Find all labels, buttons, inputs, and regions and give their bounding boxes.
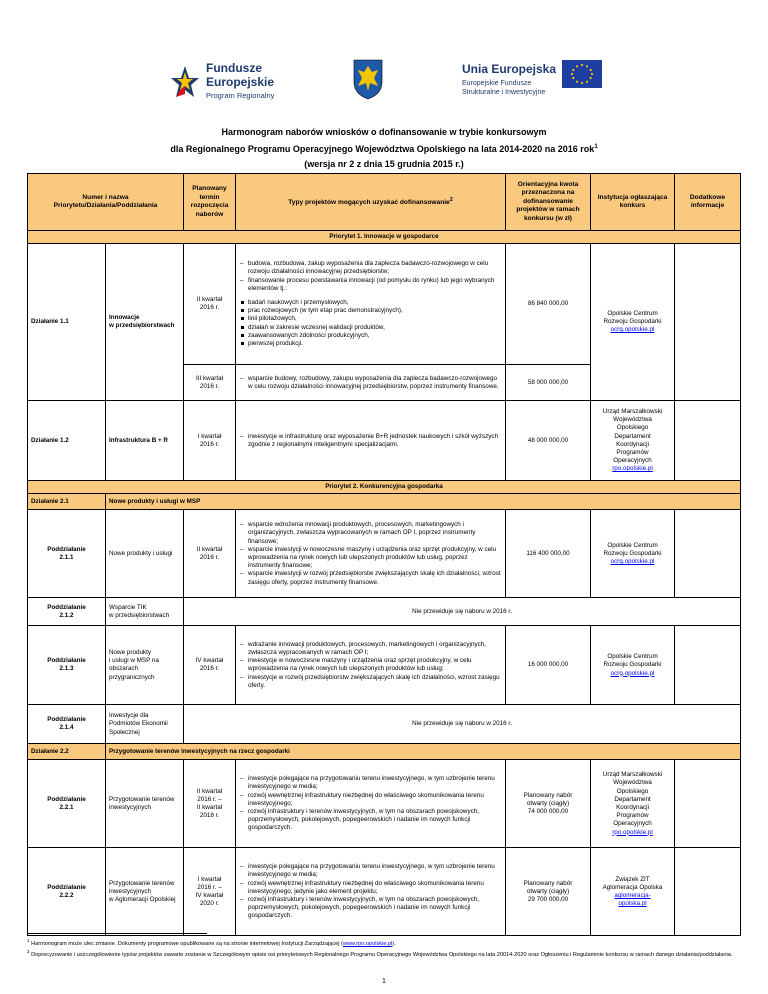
ue-line1: Unia Europejska: [462, 62, 557, 76]
pd221-institution: Urząd Marszałkowski Województwa Opolskiego Departament Koordynacji Programów Operacyjnych rpo.opolskie.pl: [591, 760, 675, 848]
pd213-institution: Opolskie Centrum Rozwoju Gospodarki ocrg.opolskie.pl: [591, 626, 675, 705]
d22-number: Działanie 2.2: [28, 744, 106, 760]
footnote-1: $^1$ Harmonogram może ulec zmianie. Dokumenty programowe opublikowane są na stronie internetowej Instytucji Zarządzającej (www.rpo.opolskie.pl).: [27, 938, 396, 947]
table-row: [28, 848, 741, 936]
d21-name: Nowe produkty i usługi w MSP: [106, 494, 741, 510]
list-item: – rozwój infrastruktury i terenów inwestycyjnych, w tym na obszarach powojskowych, poprzemysłowych, pokolejowych, popegeerowskich i nadanie im nowych funkcji gospodarczych.: [239, 896, 502, 921]
pd211-extra: [675, 510, 741, 598]
d12-institution: Urząd Marszałkowski Województwa Opolskiego Departament Koordynacji Programów Operacyjnych rpo.opolskie.pl: [591, 401, 675, 481]
pd221-amount: Planowany nabór otwarty (ciągły) 74 000 000,00: [506, 760, 591, 848]
pd213-extra: [675, 626, 741, 705]
d12-amount: 48 000 000,00: [506, 401, 591, 481]
d12-number: Działanie 1.2: [28, 401, 106, 481]
list-item: – inwestycje polegające na przygotowaniu terenu inwestycyjnego, w tym uzbrojenie terenu inwestycyjnego w media;: [239, 863, 502, 879]
pd211-types: [236, 510, 506, 598]
d11-r2-amount: 58 000 000,00: [506, 365, 591, 401]
schedule-table: [27, 173, 741, 936]
pd214-none: Nie przewiduje się naboru w 2016 r.: [184, 705, 741, 744]
pd221-term: II kwartał 2016 r. – II kwartał 2018 r.: [184, 760, 236, 848]
d11-institution: Opolskie Centrum Rozwoju Gospodarki ocrg.opolskie.pl: [591, 244, 675, 401]
table-header-row: [28, 174, 741, 231]
pd212-number: Poddziałanie 2.1.2: [28, 598, 106, 626]
list-item: – wsparcie inwestycji w nowoczesne maszyny i urządzenia oraz sprzęt produkcyjny, w celu wprowadzenia na rynek nowych lub ulepszonych produktów lub usług, poprzez instrumenty finansowe;: [239, 546, 502, 571]
d11-number: Działanie 1.1: [28, 244, 106, 401]
list-item: prac rozwojowych (w tym etap prac demonstracyjnych),: [239, 307, 502, 315]
footnotes: [27, 933, 740, 960]
pd222-types: [236, 848, 506, 936]
pd213-name: Nowe produkty i usługi w MSP na obszarach przygranicznych: [106, 626, 184, 705]
table-row: [28, 705, 741, 744]
d11-name: Innowacje w przedsiębiorstwach: [106, 244, 184, 401]
pd222-institution: Związek ZIT Aglomeracja Opolska aglomeracja- opolska.pl: [591, 848, 675, 936]
pd213-number: Poddziałanie 2.1.3: [28, 626, 106, 705]
d12-term: I kwartał 2016 r.: [184, 401, 236, 481]
pd222-term: I kwartał 2016 r. – IV kwartał 2020 r.: [184, 848, 236, 936]
page-number: 1: [382, 978, 386, 985]
logo-bar: [0, 60, 768, 112]
rpo-link[interactable]: rpo.opolskie.pl: [612, 465, 653, 473]
opolskie-crest-icon: [352, 58, 384, 100]
list-item: działań w zakresie wczesnej walidacji produktów,: [239, 324, 502, 332]
list-item: – inwestycje w rozwój przedsiębiorstw zwiększających skalę ich działalności, wzrost zasięgu oferty.: [239, 674, 502, 690]
d22-name: Przygotowanie terenów inwestycyjnych na rzecz gospodarki: [106, 744, 741, 760]
ocrg-link[interactable]: ocrg.opolskie.pl: [610, 669, 655, 677]
priority-2-title: Priorytet 2. Konkurencyjna gospodarka: [28, 481, 741, 494]
list-item: – rozwój wewnętrznej infrastruktury niezbędnej do właściwego skomunikowania terenu inwestycyjnego, jedynie jako element projektu;: [239, 880, 502, 896]
list-item: – inwestycje polegające na przygotowaniu terenu inwestycyjnego, w tym uzbrojenie terenu inwestycyjnego w media;: [239, 775, 502, 791]
eu-flag-icon: [562, 60, 602, 88]
rpo-footnote-link[interactable]: www.rpo.opolskie.pl: [342, 940, 393, 947]
unia-europejska-logo: [462, 60, 602, 108]
pd221-number: Poddziałanie 2.2.1: [28, 760, 106, 848]
d12-extra: [675, 401, 741, 481]
pd211-term: II kwartał 2016 r.: [184, 510, 236, 598]
header-name: Numer i nazwa Priorytetu/Działania/Poddziałania: [28, 174, 184, 231]
footnote-ref-1: 1: [594, 144, 598, 150]
table-row: [28, 510, 741, 598]
ocrg-link[interactable]: ocrg.opolskie.pl: [610, 326, 655, 334]
d21-number: Działanie 2.1: [28, 494, 106, 510]
list-item: – budowa, rozbudowa, zakup wyposażenia dla zaplecza badawczo-rozwojowego w celu rozwoju działalności innowacyjnej przedsiębiorstw;: [239, 260, 502, 276]
list-item: – inwestycje w nowoczesne maszyny i urządzenia oraz sprzęt produkcyjny, w celu wprowadzenia na rynek nowych lub ulepszonych produktów lub usług;: [239, 657, 502, 673]
d12-name: Infrastruktura B + R: [106, 401, 184, 481]
d11-r1-types: [236, 244, 506, 365]
d11-r1-term: II kwartał 2016 r.: [184, 244, 236, 365]
fe-line3: Program Regionalny: [206, 91, 275, 100]
list-item: – inwestycje w infrastrukturę oraz wyposażenie B+R jednostek naukowych i szkół wyższych zgodnie z regionalnymi inteligentnymi specjalizacjami.: [239, 433, 502, 449]
header-institution: Instytucja ogłaszająca konkurs: [591, 174, 675, 231]
list-item: – rozwój wewnętrznej infrastruktury niezbędnej do właściwego skomunikowania terenu inwestycyjnego;: [239, 792, 502, 808]
fe-star-icon: [170, 64, 200, 100]
fe-line1: Fundusze: [206, 61, 262, 75]
pd211-name: Nowe produkty i usługi: [106, 510, 184, 598]
list-item: – wsparcie inwestycji w rozwój przedsiębiorstw zwiększających skalę ich działalności, wzrost zasięgu oferty, poprzez instrumenty finansowe.: [239, 570, 502, 586]
table-row: [28, 760, 741, 848]
d21-row: [28, 494, 741, 510]
pd221-types: [236, 760, 506, 848]
pd214-name: Inwestycje dla Podmiotów Ekonomii Społecznej: [106, 705, 184, 744]
title-line2: dla Regionalnego Programu Operacyjnego Województwa Opolskiego na lata 2014-2020 na 2016 rok$^1$: [170, 144, 598, 154]
pd222-number: Poddziałanie 2.2.2: [28, 848, 106, 936]
fundusze-europejskie-logo: [170, 60, 280, 108]
fe-line2: Europejskie: [206, 75, 275, 89]
pd222-name: Przygotowanie terenów inwestycyjnych w Aglomeracji Opolskiej: [106, 848, 184, 936]
priority-1-title: Priorytet 1. Innowacje w gospodarce: [28, 231, 741, 244]
priority-2-row: [28, 481, 741, 494]
pd222-amount: Planowany nabór otwarty (ciągły) 29 700 000,00: [506, 848, 591, 936]
d11-extra: [675, 244, 741, 401]
table-row: [28, 598, 741, 626]
pd211-institution: Opolskie Centrum Rozwoju Gospodarki ocrg.opolskie.pl: [591, 510, 675, 598]
document-title: [0, 125, 768, 172]
pd222-extra: [675, 848, 741, 936]
list-item: – wdrażanie innowacji produktowych, procesowych, marketingowych i organizacyjnych, zwłaszcza wypracowanych w ramach OP I;: [239, 641, 502, 657]
footnote-2: $^2$ Doprecyzowanie i uszczegółowienie typów projektów zawarte zostanie w Szczegółowym opisie osi priorytetowych Regionalnego Programu Operacyjnego Województwa Opolskiego na lata 20014-2020 oraz Ogłoszeniu i Regulaminie konkursu w ramach danego działania/poddziałania.: [27, 949, 733, 959]
pd213-term: IV kwartał 2016 r.: [184, 626, 236, 705]
table-row: [28, 244, 741, 365]
d22-row: [28, 744, 741, 760]
title-line1: Harmonogram naborów wniosków o dofinansowanie w trybie konkursowym: [221, 127, 547, 137]
header-extra: Dodatkowe informacje: [675, 174, 741, 231]
pd214-number: Poddziałanie 2.1.4: [28, 705, 106, 744]
list-item: pierwszej produkcji.: [239, 340, 502, 348]
pd211-amount: 116 400 000,00: [506, 510, 591, 598]
list-item: – wsparcie budowy, rozbudowy, zakupu wyposażenia dla zaplecza badawczo-rozwojowego w celu rozwoju działalności innowacyjnej przedsiębiorstw, poprzez instrumenty finansowe.: [239, 375, 502, 391]
d11-r1-amount: 86 840 000,00: [506, 244, 591, 365]
footnote-divider: [27, 933, 207, 934]
table-row: [28, 626, 741, 705]
list-item: – finansowanie procesu powstawania innowacji (od pomysłu do rynku) lub jego wybranych elementów tj.:: [239, 277, 502, 293]
header-types: Typy projektów mogących uzyskać dofinansowanie$^2$: [236, 174, 506, 231]
list-item: linii pilotażowych,: [239, 315, 502, 323]
d11-r2-types: [236, 365, 506, 401]
header-amount: Orientacyjna kwota przeznaczona na dofinansowanie projektów w ramach konkursu (w zł): [506, 174, 591, 231]
ue-line3: Strukturalne i Inwestycyjne: [462, 89, 546, 96]
list-item: badań naukowych i przemysłowych,: [239, 299, 502, 307]
pd211-number: Poddziałanie 2.1.1: [28, 510, 106, 598]
ocrg-link[interactable]: ocrg.opolskie.pl: [610, 558, 655, 565]
pd212-name: Wsparcie TIK w przedsiębiorstwach: [106, 598, 184, 626]
list-item: – rozwój infrastruktury i terenów inwestycyjnych, w tym na obszarach powojskowych, poprzemysłowych, pokolejowych, popegeerowskich i nadanie im nowych funkcji gospodarczych.: [239, 808, 502, 833]
table-row: [28, 401, 741, 481]
pd213-amount: 16 000 000,00: [506, 626, 591, 705]
aglomeracja-link[interactable]: aglomeracja- opolska.pl: [614, 891, 651, 908]
ue-line2: Europejskie Fundusze: [462, 80, 532, 87]
pd221-name: Przygotowanie terenów inwestycyjnych: [106, 760, 184, 848]
d11-r2-term: III kwartał 2016 r.: [184, 365, 236, 401]
header-term: Planowany termin rozpoczęcia naborów: [184, 174, 236, 231]
list-item: zaawansowanych zdolności produkcyjnych,: [239, 332, 502, 340]
pd221-extra: [675, 760, 741, 848]
title-line3: (wersja nr 2 z dnia 15 grudnia 2015 r.): [304, 159, 464, 169]
list-item: – wsparcie wdrożenia innowacji produktowych, procesowych, marketingowych i organizacyjnych, zwłaszcza wypracowanych w ramach OP I, poprzez instrumenty finansowe;: [239, 521, 502, 546]
priority-1-row: [28, 231, 741, 244]
pd213-types: [236, 626, 506, 705]
pd212-none: Nie przewiduje się naboru w 2016 r.: [184, 598, 741, 626]
rpo-link[interactable]: rpo.opolskie.pl: [612, 828, 653, 836]
d12-types: [236, 401, 506, 481]
